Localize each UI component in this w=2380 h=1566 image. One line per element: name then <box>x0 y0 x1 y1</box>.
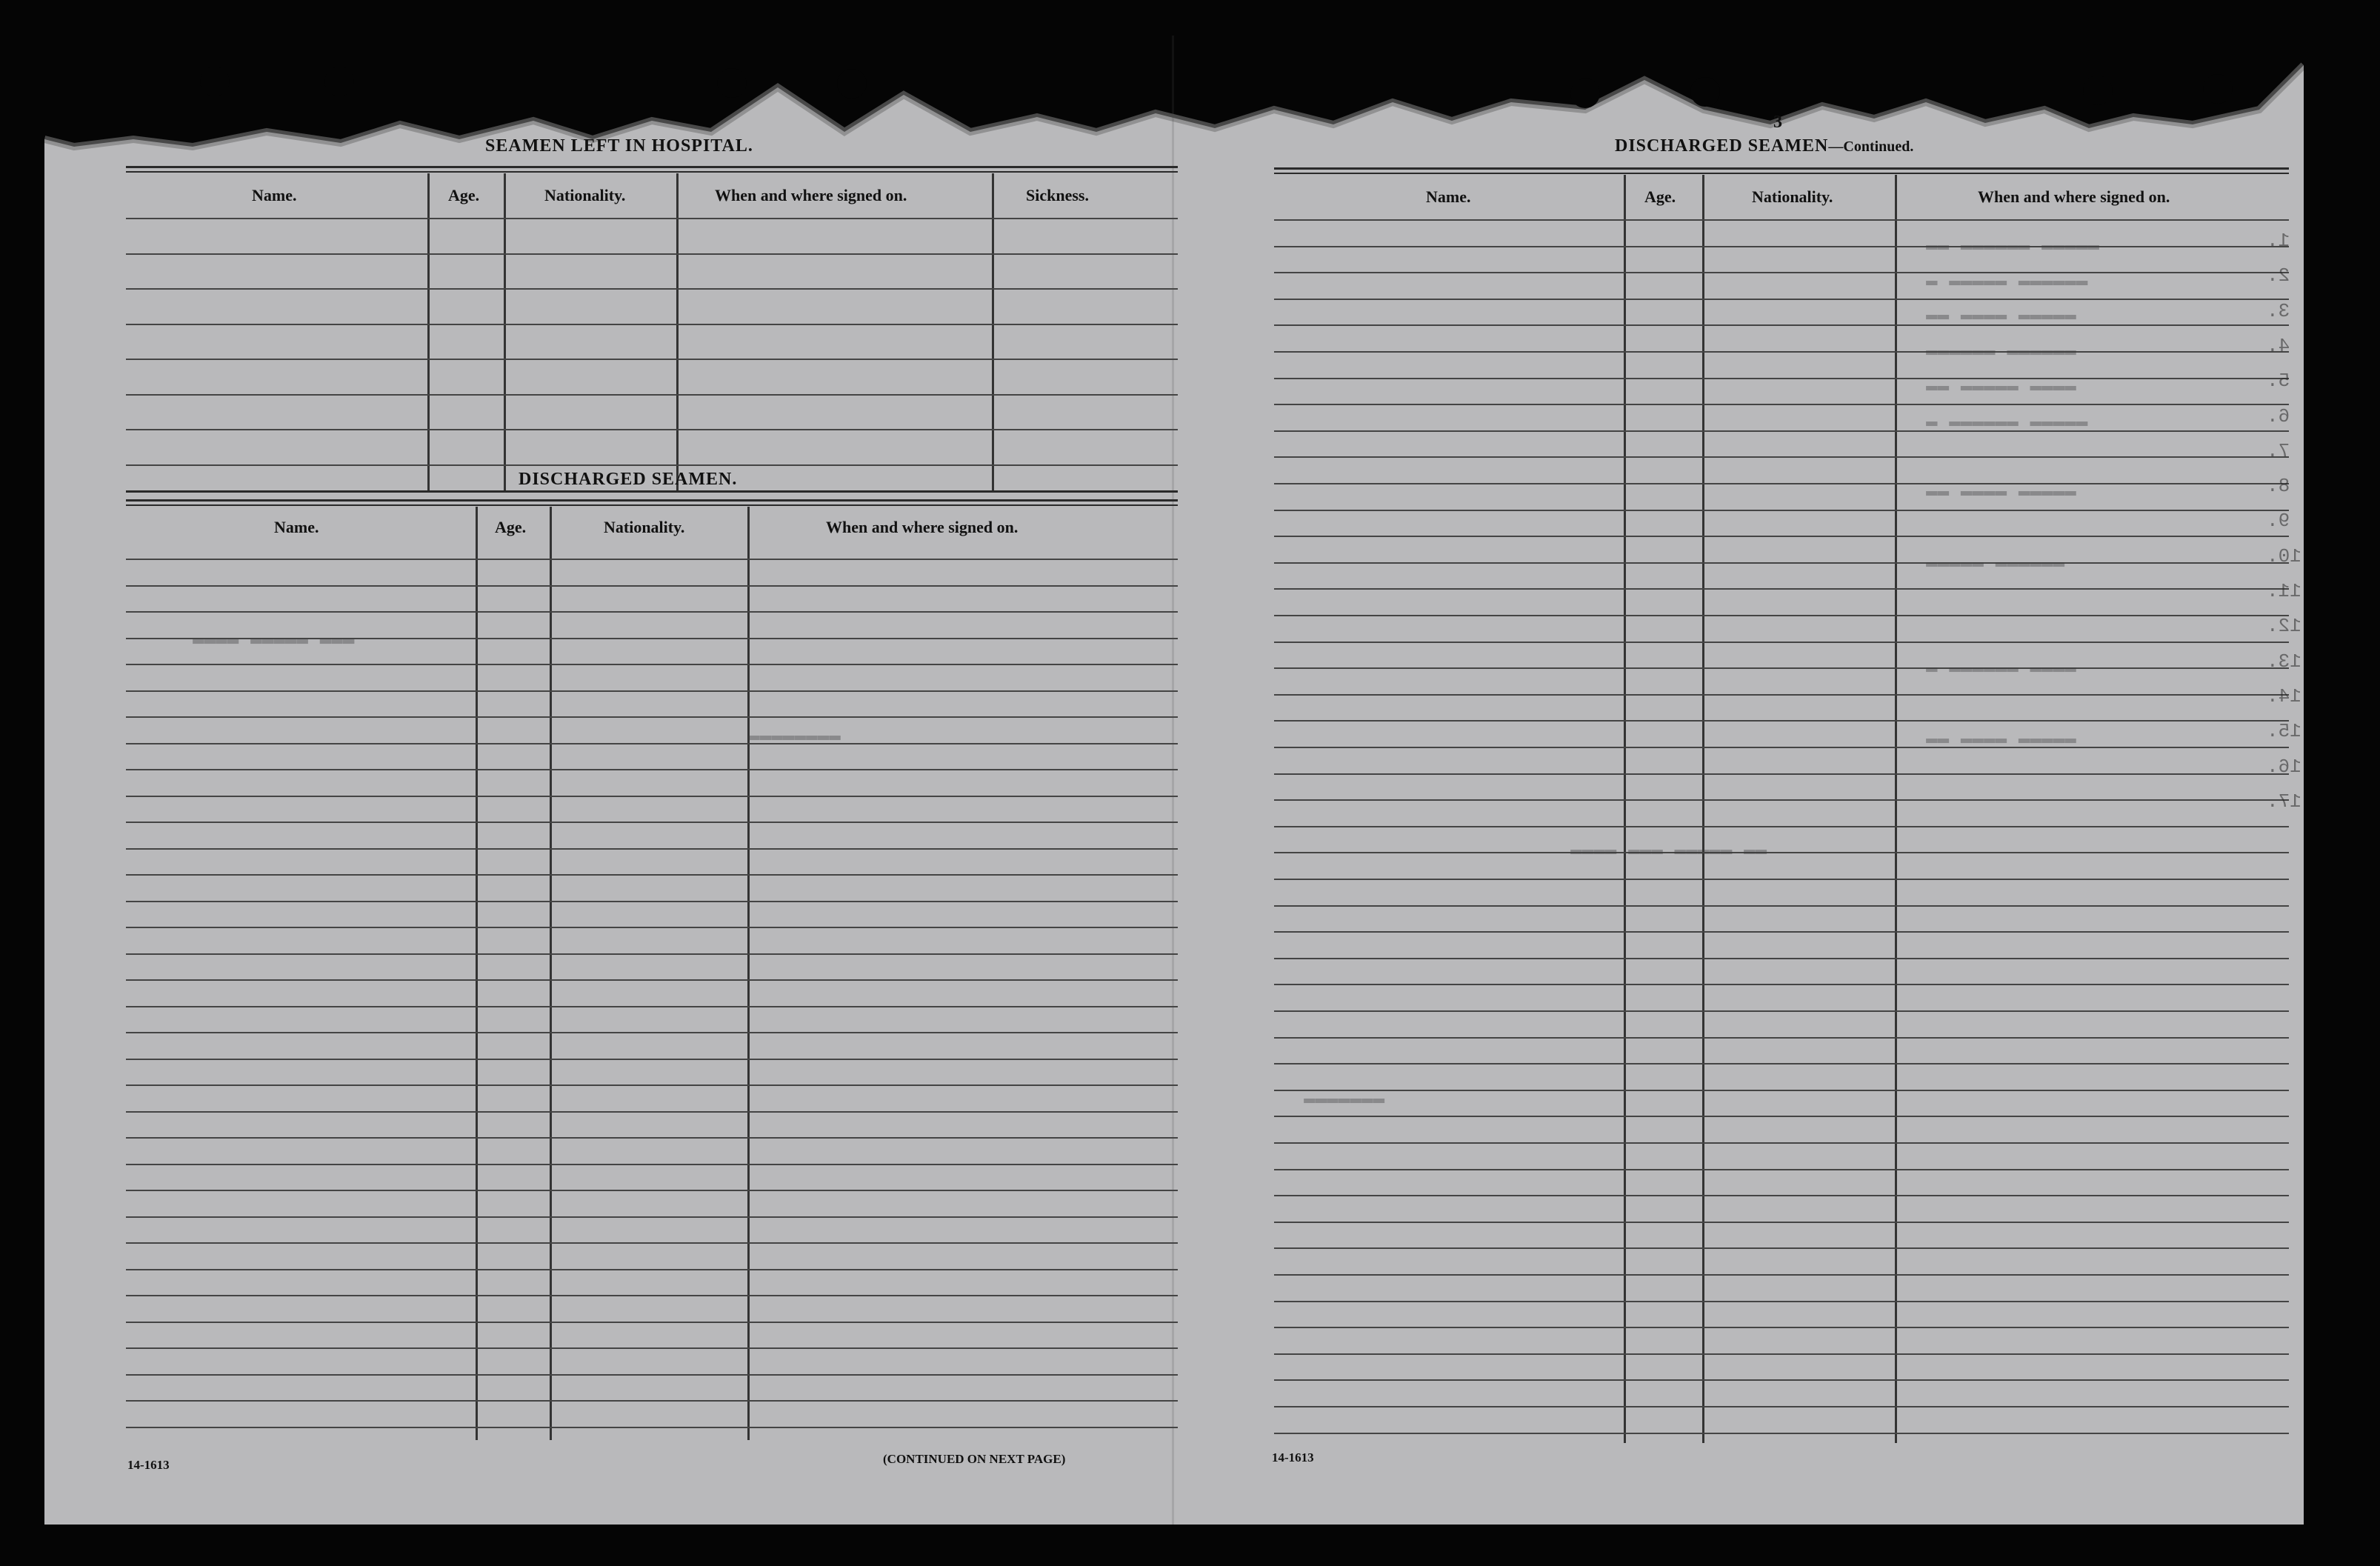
ruled-line <box>1274 324 2289 326</box>
row-number: 13. <box>2267 650 2301 673</box>
bleed-through-marks: ▬▬▬▬ ▬▬▬▬▬ ▬▬ <box>1926 375 2076 397</box>
ruled-line <box>1274 1010 2289 1012</box>
ruled-line <box>1274 1247 2289 1249</box>
ruled-line <box>1274 1406 2289 1407</box>
ruled-line <box>126 394 1178 396</box>
hospital-col-divider <box>676 173 679 490</box>
hospital-col-divider <box>427 173 430 490</box>
ruled-line <box>1274 1274 2289 1276</box>
ruled-line <box>126 743 1178 744</box>
discharged-col-signed-on: When and where signed on. <box>826 518 1019 536</box>
hospital-col-nationality: Nationality. <box>544 186 626 204</box>
punch-hole <box>717 68 747 98</box>
ruled-line <box>126 822 1178 823</box>
ruled-line <box>126 1242 1178 1244</box>
row-number: 9. <box>2267 510 2290 533</box>
ruled-line <box>126 253 1178 255</box>
right-col-signed-on: When and where signed on. <box>1978 187 2170 206</box>
ruled-line <box>126 716 1178 718</box>
ruled-line <box>1274 562 2289 564</box>
bleed-through-marks: ▬▬▬▬▬▬▬▬ <box>748 724 841 747</box>
discharged-section-title: DISCHARGED SEAMEN. <box>519 470 738 489</box>
right-col-divider <box>1895 175 1897 1443</box>
ruled-line <box>1274 1037 2289 1039</box>
ruled-line <box>1274 1142 2289 1144</box>
ruled-line <box>1274 1327 2289 1328</box>
ruled-line <box>126 1164 1178 1165</box>
ruled-line <box>126 1295 1178 1296</box>
ruled-line <box>126 324 1178 325</box>
ruled-line <box>1274 1169 2289 1170</box>
ruled-line <box>1274 1116 2289 1117</box>
discharged-table-top-rule <box>126 499 1178 502</box>
hospital-col-divider <box>992 173 994 490</box>
row-number: 7. <box>2267 439 2290 462</box>
hospital-table-top-rule-2 <box>126 171 1178 173</box>
ruled-line <box>126 664 1178 665</box>
right-col-name: Name. <box>1426 187 1471 206</box>
ruled-line <box>1274 1433 2289 1434</box>
ruled-line <box>1274 667 2289 669</box>
page-number: 3 <box>1773 113 1783 132</box>
ruled-line <box>1274 1379 2289 1381</box>
ruled-line <box>1274 483 2289 484</box>
continued-notice: (CONTINUED ON NEXT PAGE) <box>883 1452 1066 1466</box>
bleed-through-marks: ▬▬▬▬▬▬ ▬▬▬▬▬▬ <box>1926 339 2076 361</box>
punch-hole <box>324 67 354 96</box>
row-number: 1. <box>2267 230 2290 252</box>
discharged-continued-title-main: DISCHARGED SEAMEN <box>1615 136 1829 156</box>
hospital-table-top-rule <box>126 166 1178 168</box>
ruled-line <box>126 464 1178 466</box>
ruled-line <box>126 1269 1178 1270</box>
ruled-line <box>1274 1063 2289 1064</box>
ruled-line <box>1274 826 2289 827</box>
bleed-through-marks: ▬▬▬ ▬▬▬▬▬ ▬▬▬▬ <box>193 628 355 650</box>
bleed-through-marks: ▬▬▬▬▬ ▬▬▬▬ ▬▬ <box>1926 727 2076 750</box>
document-sheet <box>44 36 2304 1525</box>
bleed-through-marks: ▬▬▬▬ ▬▬▬▬▬▬ ▬ <box>1926 656 2076 679</box>
bleed-through-marks: ▬▬▬▬▬▬ ▬▬▬▬▬ <box>1926 551 2065 573</box>
row-number: 17. <box>2267 790 2301 813</box>
ruled-line <box>126 611 1178 613</box>
ruled-line <box>126 1400 1178 1402</box>
hospital-table-bottom-rule <box>126 490 1178 493</box>
discharged-col-nationality: Nationality. <box>604 518 685 536</box>
discharged-col-divider <box>550 507 552 1440</box>
punch-hole <box>837 69 867 99</box>
bleed-through-marks: ▬▬▬▬▬▬ ▬▬▬▬▬ ▬ <box>1926 270 2088 292</box>
hospital-section-title: SEAMEN LEFT IN HOSPITAL. <box>485 136 753 156</box>
discharged-continued-title-suffix: —Continued. <box>1828 139 1914 155</box>
ruled-line <box>1274 351 2289 353</box>
punch-hole <box>200 67 230 96</box>
bleed-through-marks: ▬▬▬▬▬ ▬▬▬▬ ▬▬ <box>1926 480 2076 502</box>
right-col-divider <box>1702 175 1704 1443</box>
ruled-line <box>126 359 1178 360</box>
ruled-line <box>1274 747 2289 748</box>
ruled-line <box>1274 588 2289 590</box>
row-number: 8. <box>2267 475 2290 498</box>
ruled-line <box>126 1137 1178 1139</box>
ruled-line <box>126 927 1178 928</box>
right-table-top-rule-2 <box>1274 173 2289 174</box>
ruled-line <box>126 690 1178 692</box>
bleed-through-marks: ▬▬▬▬▬ ▬▬▬▬▬▬ ▬▬ <box>1926 234 2100 256</box>
right-form-number: 14-1613 <box>1272 1450 1314 1465</box>
discharged-col-divider <box>476 507 478 1440</box>
ruled-line <box>1274 246 2289 247</box>
ruled-line <box>1274 299 2289 300</box>
hospital-col-divider <box>504 173 506 490</box>
ruled-line <box>1274 430 2289 432</box>
ruled-line <box>1274 378 2289 379</box>
punch-hole <box>2083 76 2113 105</box>
ruled-line <box>126 218 1178 219</box>
hospital-col-sickness: Sickness. <box>1026 186 1089 204</box>
ruled-line <box>126 1374 1178 1376</box>
ruled-line <box>126 979 1178 981</box>
ruled-line <box>1274 615 2289 616</box>
left-form-number: 14-1613 <box>127 1458 170 1472</box>
ruled-line <box>1274 219 2289 221</box>
row-number: 12. <box>2267 615 2301 638</box>
ruled-line <box>126 1006 1178 1007</box>
bleed-through-marks: ▬▬▬▬▬▬▬ <box>1304 1087 1385 1110</box>
hospital-col-name: Name. <box>252 186 297 204</box>
ruled-line <box>126 559 1178 560</box>
right-col-nationality: Nationality. <box>1752 187 1833 206</box>
row-number: 6. <box>2267 404 2290 427</box>
ruled-line <box>1274 720 2289 722</box>
ruled-line <box>1274 1301 2289 1302</box>
ruled-line <box>126 901 1178 902</box>
ruled-line <box>1274 456 2289 458</box>
row-number: 4. <box>2267 334 2290 357</box>
ruled-line <box>1274 1195 2289 1196</box>
discharged-continued-title <box>1615 136 1913 156</box>
row-number: 15. <box>2267 720 2301 743</box>
right-table-top-rule <box>1274 167 2289 170</box>
ruled-line <box>1274 510 2289 511</box>
ruled-line <box>1274 1090 2289 1091</box>
ruled-line <box>1274 773 2289 775</box>
discharged-table-top-rule-2 <box>126 504 1178 506</box>
ruled-line <box>126 1347 1178 1349</box>
row-number: 5. <box>2267 370 2290 393</box>
hospital-col-signed-on: When and where signed on. <box>715 186 907 204</box>
row-number: 2. <box>2267 264 2290 287</box>
ruled-line <box>126 1084 1178 1086</box>
ruled-line <box>126 769 1178 770</box>
ruled-line <box>1274 1222 2289 1223</box>
punch-hole <box>2203 74 2233 104</box>
ruled-line <box>126 1216 1178 1218</box>
bleed-through-marks: ▬▬▬▬▬ ▬▬▬▬ ▬▬ <box>1926 304 2076 326</box>
ruled-line <box>126 1032 1178 1033</box>
bleed-through-marks: ▬▬ ▬▬▬▬▬ ▬▬▬ ▬▬▬▬ <box>1570 839 1767 861</box>
ruled-line <box>1274 852 2289 853</box>
ruled-line <box>126 796 1178 797</box>
ruled-line <box>126 585 1178 587</box>
row-number: 14. <box>2267 684 2301 707</box>
ruled-line <box>1274 931 2289 933</box>
ruled-line <box>1274 799 2289 801</box>
right-col-age: Age. <box>1644 187 1676 206</box>
ruled-line <box>126 429 1178 430</box>
punch-hole <box>1570 79 1600 108</box>
ruled-line <box>1274 1353 2289 1355</box>
ruled-line <box>1274 694 2289 696</box>
ruled-line <box>1274 404 2289 405</box>
ruled-line <box>126 1190 1178 1191</box>
ruled-line <box>126 288 1178 290</box>
discharged-col-name: Name. <box>274 518 319 536</box>
discharged-col-age: Age. <box>495 518 527 536</box>
ruled-line <box>1274 905 2289 907</box>
ruled-line <box>126 1427 1178 1428</box>
torn-top-edge <box>44 36 2304 161</box>
page-fold <box>1172 36 1174 1525</box>
bleed-through-marks: ▬▬▬▬▬ ▬▬▬▬▬▬ ▬ <box>1926 410 2088 433</box>
discharged-col-divider <box>747 507 750 1440</box>
row-number: 3. <box>2267 299 2290 322</box>
ruled-line <box>126 953 1178 955</box>
row-number: 16. <box>2267 755 2301 778</box>
ruled-line <box>1274 984 2289 985</box>
ruled-line <box>126 874 1178 876</box>
ruled-line <box>1274 958 2289 959</box>
row-number: 11. <box>2267 580 2301 602</box>
punch-hole <box>1690 77 1720 107</box>
right-col-divider <box>1624 175 1626 1443</box>
ruled-line <box>1274 642 2289 643</box>
hospital-col-age: Age. <box>448 186 480 204</box>
ruled-line <box>126 1059 1178 1060</box>
ruled-line <box>1274 536 2289 537</box>
ruled-line <box>1274 272 2289 273</box>
ruled-line <box>126 848 1178 850</box>
row-number: 10. <box>2267 544 2301 567</box>
ruled-line <box>126 1111 1178 1113</box>
ruled-line <box>1274 879 2289 880</box>
ruled-line <box>126 1322 1178 1323</box>
